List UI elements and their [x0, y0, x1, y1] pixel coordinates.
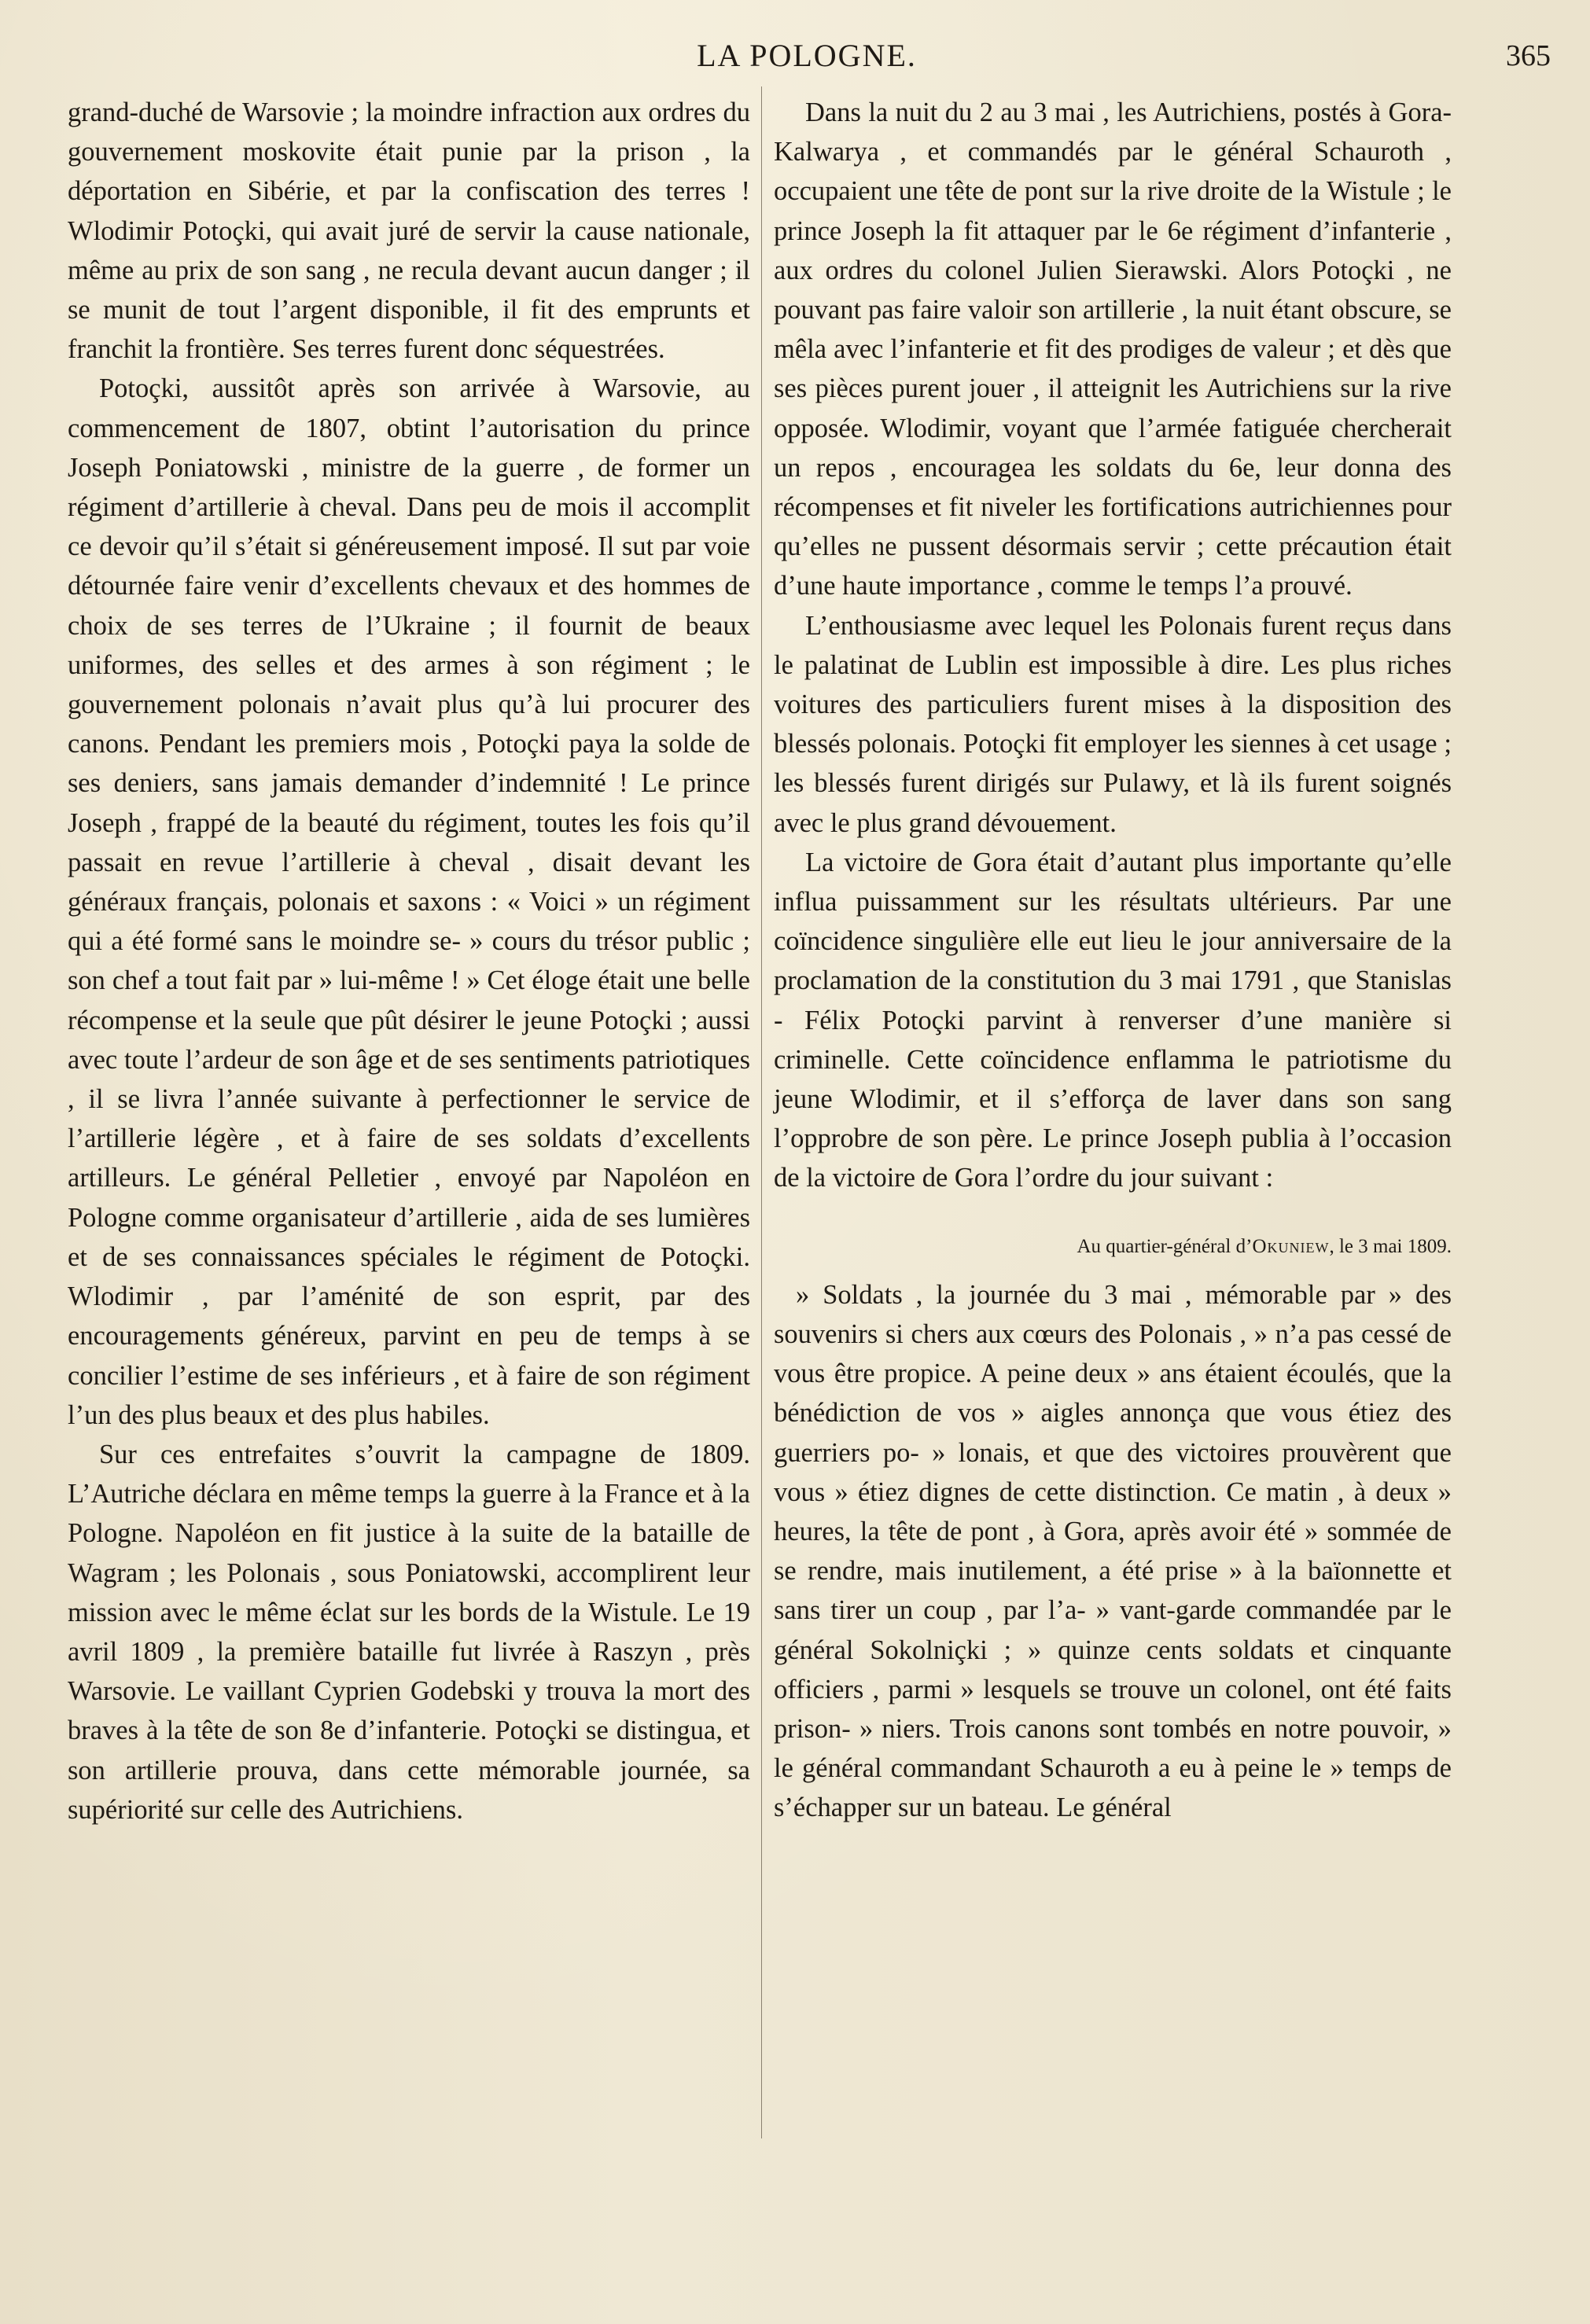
proclamation-dateline — [774, 1231, 1452, 1263]
page-header — [63, 36, 1551, 83]
page-number: 365 — [1506, 39, 1551, 72]
paragraph: Sur ces entrefaites s’ouvrit la campagne de 1809. L’Autriche déclara en même temps la guerre à la France et à la Pologne. Napoléon en fit justice à la suite de la bataille de Wagram ; les Polonais , sous Poniatowski, accomplirent leur mission avec le même éclat sur les bords de la Wistule. Le 19 avril 1809 , la première bataille fut livrée à Raszyn , près Warsovie. Le vaillant Cyprien Godebski y trouva la mort des braves à la tête de son 8e d’infanterie. Potoçki se distingua, et son artillerie prouva, dans cette mémorable journée, sa supériorité sur celle des Autrichiens. — [68, 1439, 750, 1825]
column-divider — [761, 86, 762, 2138]
paragraph: grand-duché de Warsovie ; la moindre infraction aux ordres du gouvernement moskovite était punie par la prison , la déportation en Sibérie, et par la confiscation des terres ! Wlodimir Potoçki, qui avait juré de servir la cause nationale, même au prix de son sang , ne recula devant aucun danger ; il se munit de tout l’argent disponible, il fit des emprunts et franchit la frontière. Ses terres furent donc séquestrées. — [68, 97, 750, 365]
paragraph: La victoire de Gora était d’autant plus importante qu’elle influa puissamment sur les résultats ultérieurs. Par une coïncidence singulière elle eut lieu le jour anniversaire de la proclamation de la constitution du 3 mai 1791 , que Stanislas - Félix Potoçki parvint à renverser d’une manière si criminelle. Cette coïncidence enflamma le patriotisme du jeune Wlodimir, et il s’efforça de laver dans son sang l’opprobre de son père. Le prince Joseph publia à l’occasion de la victoire de Gora l’ordre du jour suivant : — [774, 847, 1452, 1193]
paragraph: Dans la nuit du 2 au 3 mai , les Autrichiens, postés à Gora-Kalwarya , et commandés par le général Schauroth , occupaient une tête de pont sur la rive droite de la Wistule ; le prince Joseph la fit attaquer par le 6e régiment d’infanterie , aux ordres du colonel Julien Sierawski. Alors Potoçki , ne pouvant pas faire valoir son artillerie , la nuit étant obscure, se mêla avec l’infanterie et fit des prodiges de valeur ; et dès que ses pièces purent jouer , il atteignit les Autrichiens sur la rive opposée. Wlodimir, voyant que l’armée fatiguée chercherait un repos , encouragea les soldats du 6e, leur donna des récompenses et fit niveler les fortifications autrichiennes pour qu’elles ne pussent désormais servir ; cette précaution était d’une haute importance , comme le temps l’a prouvé. — [774, 97, 1452, 601]
dateline-place: Okuniew — [1252, 1235, 1330, 1257]
dateline-suffix: , le 3 mai 1809. — [1329, 1235, 1452, 1257]
running-head: LA POLOGNE. — [697, 38, 917, 73]
paragraph: Potoçki, aussitôt après son arrivée à Warsovie, au commencement de 1807, obtint l’autorisation du prince Joseph Poniatowski , ministre de la guerre , de former un régiment d’artillerie à cheval. Dans peu de mois il accomplit ce devoir qu’il s’était si généreusement imposé. Il sut par voie détournée faire venir d’excellents chevaux et des hommes de choix de ses terres de l’Ukraine ; il fournit de beaux uniformes, des selles et des armes à son régiment ; le gouvernement polonais n’avait plus qu’à lui procurer des canons. Pendant les premiers mois , Potoçki paya la solde de ses deniers, sans jamais demander d’indemnité ! Le prince Joseph , frappé de la beauté du régiment, toutes les fois qu’il passait en revue l’artillerie à cheval , disait devant les généraux français, polonais et saxons : « Voici » un régiment qui a été formé sans le moindre se- » cours du trésor public ; son chef a tout fait par » lui-même ! » Cet éloge était une belle récompense et la seule que pût désirer le jeune Potoçki ; aussi avec toute l’ardeur de son âge et de ses sentiments patriotiques , il se livra l’année suivante à perfectionner le service de l’artillerie légère , et à faire de ses soldats d’excellents artilleurs. Le général Pelletier , envoyé par Napoléon en Pologne comme organisateur d’artillerie , aida de ses lumières et de ses connaissances spéciales le régiment de Potoçki. Wlodimir , par l’aménité de son esprit, par des encouragements généreux, parvint en peu de temps à se concilier l’estime de ses inférieurs , et à faire de son régiment l’un des plus beaux et des plus habiles. — [68, 373, 750, 1430]
proclamation-text: » Soldats , la journée du 3 mai , mémorable par » des souvenirs si chers aux cœurs des Polonais , » n’a pas cessé de vous être propice. A peine deux » ans étaient écoulés, que la bénédiction de vos » aigles annonça que vous étiez des guerriers po- » lonais, et que des victoires prouvèrent que vous » étiez dignes de cette distinction. Ce matin , à deux » heures, la tête de pont , à Gora, après avoir été » sommée de se rendre, mais inutilement, a été prise » à la baïonnette et sans tirer un coup , par l’a- » vant-garde commandée par le général Sokolniçki ; » quinze cents soldats et cinquante officiers , parmi » lesquels se trouve un colonel, ont été faits prison- » niers. Trois canons sont tombés en notre pouvoir, » le général commandant Schauroth a eu à peine le » temps de s’échapper sur un bateau. Le général — [774, 1279, 1452, 1823]
right-column — [774, 93, 1452, 1828]
paragraph: L’enthousiasme avec lequel les Polonais furent reçus dans le palatinat de Lublin est impossible à dire. Les plus riches voitures des particuliers furent mises à la disposition des blessés polonais. Potoçki fit employer les siennes à cet usage ; les blessés furent dirigés sur Pulawy, et là ils furent soignés avec le plus grand dévouement. — [774, 610, 1452, 838]
left-column — [68, 93, 750, 1829]
dateline-prefix: Au quartier-général d’ — [1077, 1235, 1253, 1257]
